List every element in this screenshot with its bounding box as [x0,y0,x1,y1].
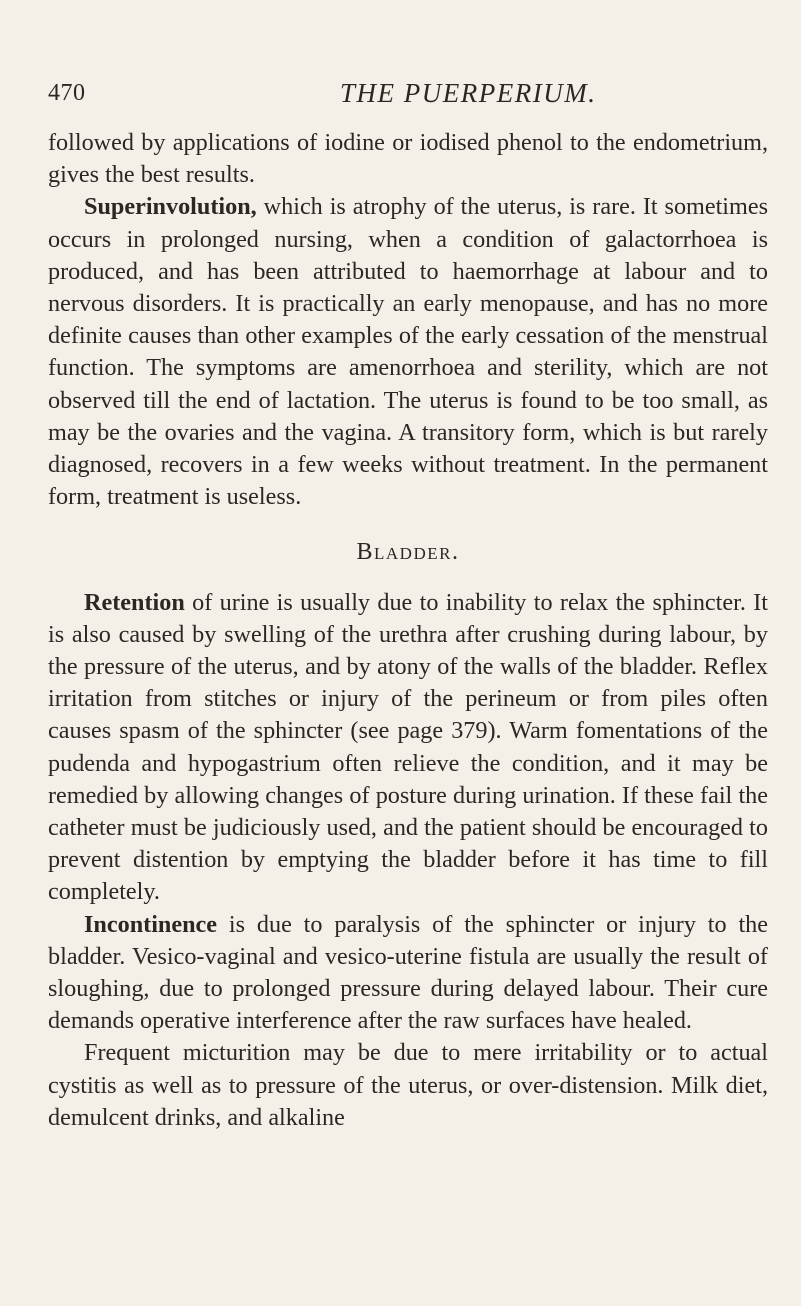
paragraph-text: followed by applications of iodine or iodised phenol to the endometrium, gives the best results. [48,129,768,189]
paragraph-text: which is atrophy of the uterus, is rare. It sometimes occurs in prolonged nursing, when a condition of galactorrhoea is produced, and has been attributed to haemorrhage at labour and to nervous disorders. It is practically an early menopause, and has no more definite causes than other examples of the early cessation of the menstrual function. The symptoms are amenorrhoea and sterility, which are not observed till the end of lactation. The uterus is found to be too small, as may be the ovaries and the vagina. A transitory form, which is but rarely diagnosed, recovers in a few weeks without treatment. In the permanent form, treatment is useless. [48,193,768,511]
run-in-heading: Retention [84,588,185,616]
paragraph-frequent-micturition [48,1037,768,1134]
run-in-heading: Incontinence [84,910,218,938]
paragraph-text: is due to paralysis of the sphincter or injury to the bladder. Vesico-vaginal and vesico-uterine fistula are usually the result of sloughing, due to prolonged pressure during delayed labour. Their cure demands operative interference after the raw surfaces have healed. [48,910,768,1035]
paragraph-endometrium-continuation [48,127,768,191]
page-number: 470 [48,80,86,106]
running-title: THE PUERPERIUM. [340,78,597,108]
paragraph-retention [48,587,768,909]
page-header [48,70,788,110]
section-heading: Bladder. [356,539,460,566]
paragraph-text: of urine is usually due to inability to relax the sphincter. It is also caused by swelling of the urethra after crushing during labour, by the pressure of the uterus, and by atony of the walls of the bladder. Reflex irritation from stitches or injury of the perineum or from piles often causes spasm of the sphincter (see page 379). Warm fomentations of the pudenda and hypogastrium often relieve the condition, and it may be remedied by allowing changes of posture during urination. If these fail the catheter must be judiciously used, and the patient should be encouraged to prevent distention by emptying the bladder before it has time to fill completely. [48,588,768,906]
body-text [48,127,768,1134]
paragraph-incontinence [48,909,768,1038]
paragraph-text: Frequent micturition may be due to mere irritability or to actual cystitis as well as to pressure of the uterus, or over-distension. Milk diet, demulcent drinks, and alkaline [48,1039,768,1131]
run-in-heading: Superinvolution, [84,193,257,221]
paragraph-superinvolution [48,191,768,513]
